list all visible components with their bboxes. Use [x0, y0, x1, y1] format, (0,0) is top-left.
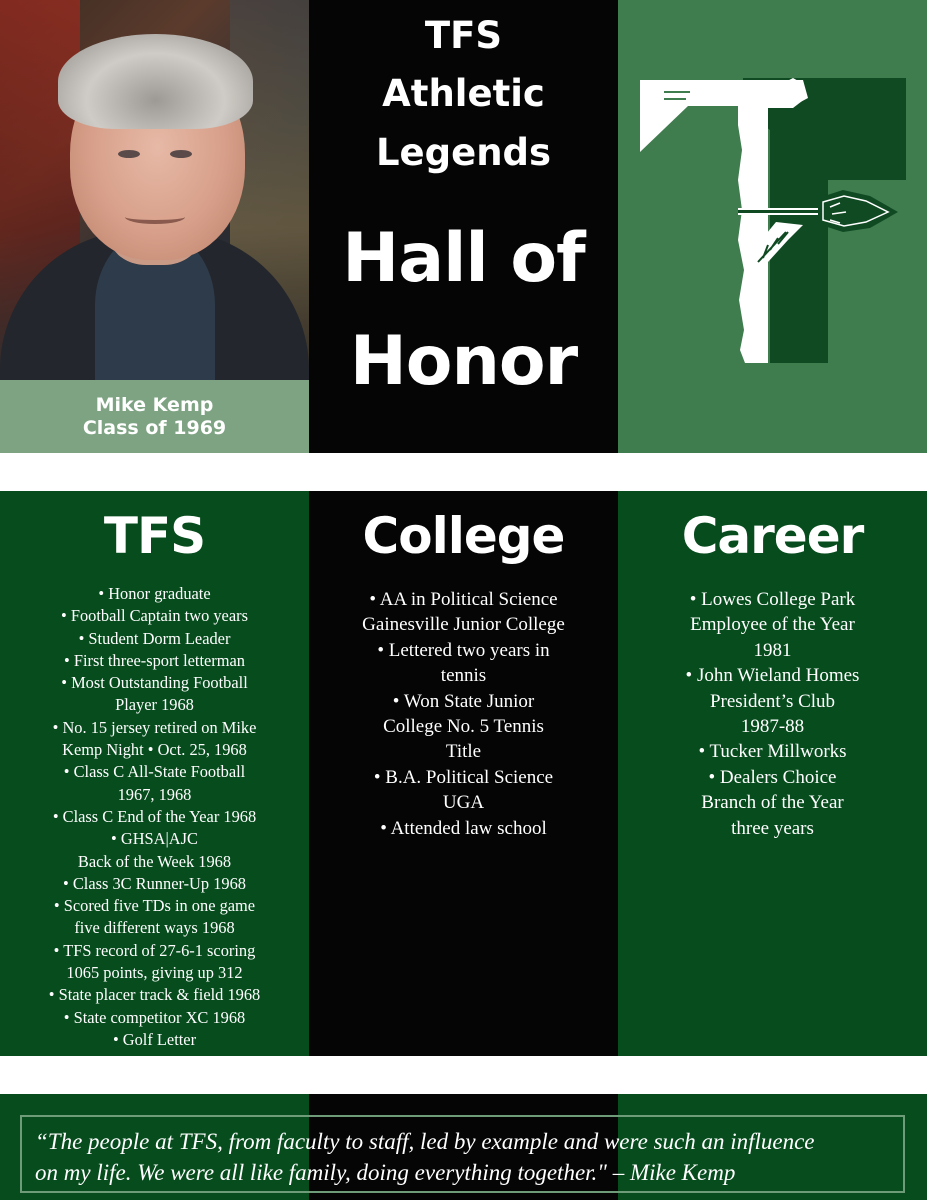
- list-item: three years: [731, 817, 814, 839]
- list-item: • State competitor XC 1968: [63, 1007, 246, 1027]
- list-item: • Dealers Choice: [708, 766, 837, 788]
- list-item: • State placer track & field 1968: [48, 985, 261, 1005]
- bottom-divider: [3, 1056, 924, 1094]
- list-item: tennis: [440, 665, 487, 687]
- college-heading: College: [362, 507, 565, 565]
- list-item: • TFS record of 27-6-1 scoring: [53, 940, 256, 960]
- list-item: Player 1968: [115, 695, 194, 715]
- list-item: • GHSA|AJC: [111, 829, 198, 849]
- list-item: Title: [445, 741, 482, 763]
- honoree-name: Mike Kemp: [95, 394, 214, 416]
- list-item: College No. 5 Tennis: [383, 716, 544, 738]
- quote-line-1: “The people at TFS, from faculty to staff, led by example and were such an influence: [35, 1129, 815, 1154]
- list-item: • Class 3C Runner-Up 1968: [63, 873, 246, 893]
- tfs-list: [0, 583, 309, 1051]
- career-heading: Career: [681, 507, 864, 565]
- list-item: • Lowes College Park: [689, 589, 856, 610]
- list-item: five different ways 1968: [74, 918, 235, 938]
- list-item: • John Wieland Homes: [685, 665, 860, 687]
- tomahawk-t-logo-icon: [618, 0, 927, 453]
- quote-line-2: on my life. We were all like family, doing everything together." – Mike Kemp: [35, 1160, 736, 1185]
- college-list: [309, 587, 618, 841]
- list-item: • AA in Political Science: [369, 589, 558, 610]
- list-item: 1967, 1968: [117, 784, 192, 804]
- college-column: [309, 491, 618, 1056]
- list-item: • Honor graduate: [98, 584, 211, 603]
- title-line-tfs: TFS: [424, 14, 503, 57]
- quote-box: [20, 1115, 905, 1193]
- career-list: [618, 587, 927, 841]
- list-item: 1065 points, giving up 312: [66, 963, 243, 983]
- list-item: • B.A. Political Science: [373, 766, 554, 788]
- list-item: Kemp Night • Oct. 25, 1968: [62, 740, 247, 760]
- list-item: President’s Club: [709, 690, 836, 712]
- list-item: • Most Outstanding Football: [61, 673, 248, 693]
- list-item: Gainesville Junior College: [362, 614, 565, 636]
- logo-panel: [618, 0, 927, 453]
- list-item: • Scored five TDs in one game: [53, 896, 256, 916]
- list-item: • Tucker Millworks: [698, 741, 847, 763]
- title-line-legends: Legends: [375, 131, 552, 174]
- list-item: UGA: [442, 792, 485, 814]
- list-item: • First three-sport letterman: [64, 650, 245, 670]
- list-item: 1981: [753, 639, 792, 661]
- list-item: Branch of the Year: [701, 792, 844, 814]
- list-item: • Student Dorm Leader: [78, 628, 231, 648]
- list-item: • Lettered two years in: [377, 639, 550, 661]
- title-line-athletic: Athletic: [382, 72, 545, 115]
- title-hall-of: Hall of: [342, 219, 585, 298]
- list-item: Back of the Week 1968: [77, 851, 232, 871]
- honoree-class-year: Class of 1969: [82, 417, 227, 439]
- career-column: [618, 491, 927, 1056]
- honoree-photo: [0, 0, 309, 380]
- tfs-column: [0, 491, 309, 1056]
- list-item: Employee of the Year: [690, 614, 855, 636]
- tfs-heading: TFS: [103, 507, 206, 565]
- title-honor: Honor: [349, 322, 578, 401]
- list-item: • Class C All-State Football: [63, 762, 246, 782]
- list-item: 1987-88: [740, 716, 805, 738]
- list-item: • Attended law school: [380, 817, 547, 839]
- list-item: • Class C End of the Year 1968: [52, 806, 257, 826]
- honoree-caption: [0, 380, 309, 453]
- title-panel: [309, 0, 618, 453]
- list-item: • Football Captain two years: [61, 606, 248, 626]
- list-item: • Golf Letter: [112, 1029, 197, 1049]
- list-item: • No. 15 jersey retired on Mike: [52, 717, 257, 737]
- list-item: • Won State Junior: [392, 690, 535, 712]
- top-divider: [0, 453, 927, 491]
